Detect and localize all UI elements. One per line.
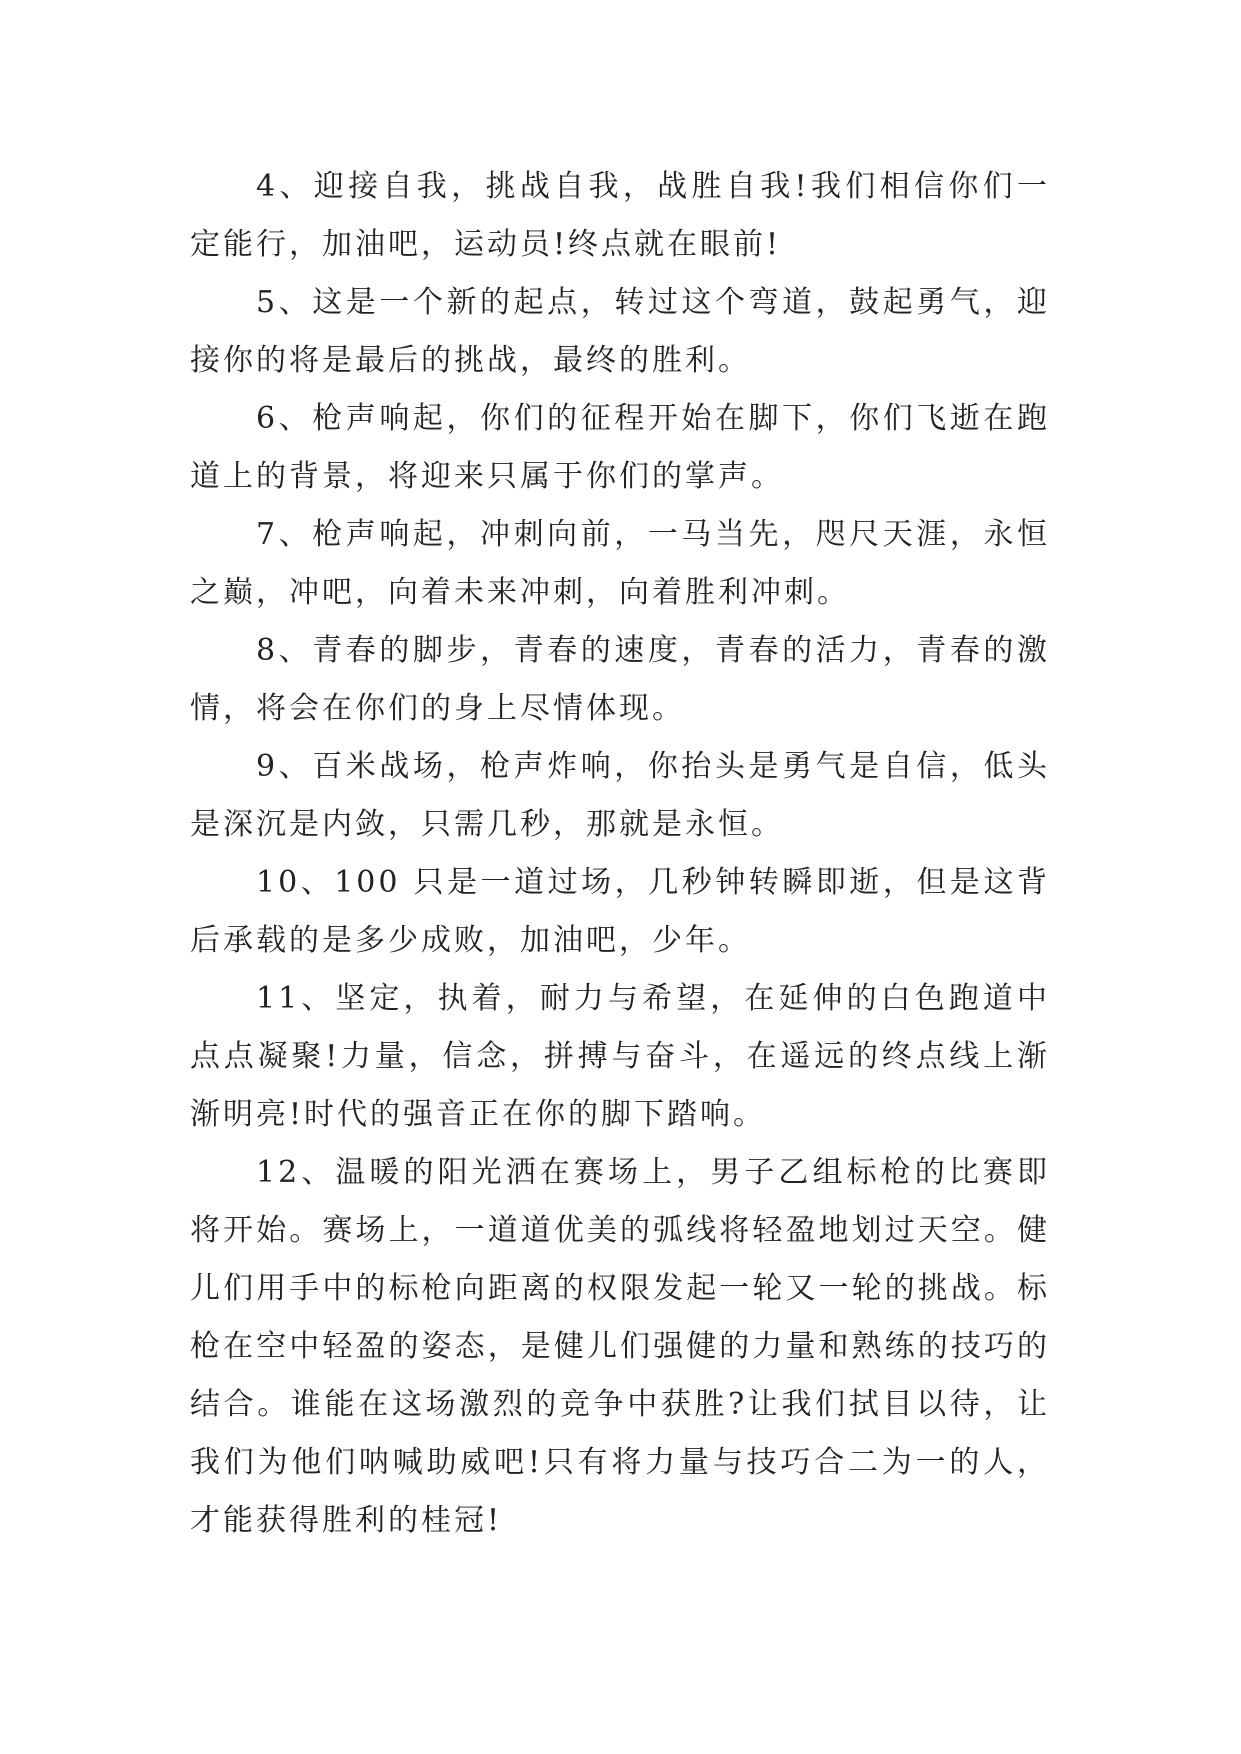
paragraph-10: 10、100 只是一道过场，几秒钟转瞬即逝，但是这背后承载的是多少成败，加油吧，少年。: [190, 865, 1050, 958]
document-body: [190, 158, 1050, 1550]
paragraph-4: 4、迎接自我，挑战自我，战胜自我!我们相信你们一定能行，加油吧，运动员!终点就在眼前!: [190, 169, 1050, 262]
paragraph-6: 6、枪声响起，你们的征程开始在脚下，你们飞逝在跑道上的背景，将迎来只属于你们的掌声。: [190, 401, 1050, 494]
paragraph-5: 5、这是一个新的起点，转过这个弯道，鼓起勇气，迎接你的将是最后的挑战，最终的胜利。: [190, 285, 1050, 378]
paragraph-11: 11、坚定，执着，耐力与希望，在延伸的白色跑道中点点凝聚!力量，信念，拼搏与奋斗，在遥远的终点线上渐渐明亮!时代的强音正在你的脚下踏响。: [190, 981, 1050, 1132]
paragraph-9: 9、百米战场，枪声炸响，你抬头是勇气是自信，低头是深沉是内敛，只需几秒，那就是永恒。: [190, 749, 1050, 842]
paragraph-12: 12、温暖的阳光洒在赛场上，男子乙组标枪的比赛即将开始。赛场上，一道道优美的弧线将轻盈地划过天空。健儿们用手中的标枪向距离的权限发起一轮又一轮的挑战。标枪在空中轻盈的姿态，是健儿们强健的力量和熟练的技巧的结合。谁能在这场激烈的竞争中获胜?让我们拭目以待，让我们为他们呐喊助威吧!只有将力量与技巧合二为一的人，才能获得胜利的桂冠!: [190, 1155, 1050, 1538]
paragraph-7: 7、枪声响起，冲刺向前，一马当先，咫尺天涯，永恒之巅，冲吧，向着未来冲刺，向着胜利冲刺。: [190, 517, 1050, 610]
paragraph-8: 8、青春的脚步，青春的速度，青春的活力，青春的激情，将会在你们的身上尽情体现。: [190, 633, 1050, 726]
